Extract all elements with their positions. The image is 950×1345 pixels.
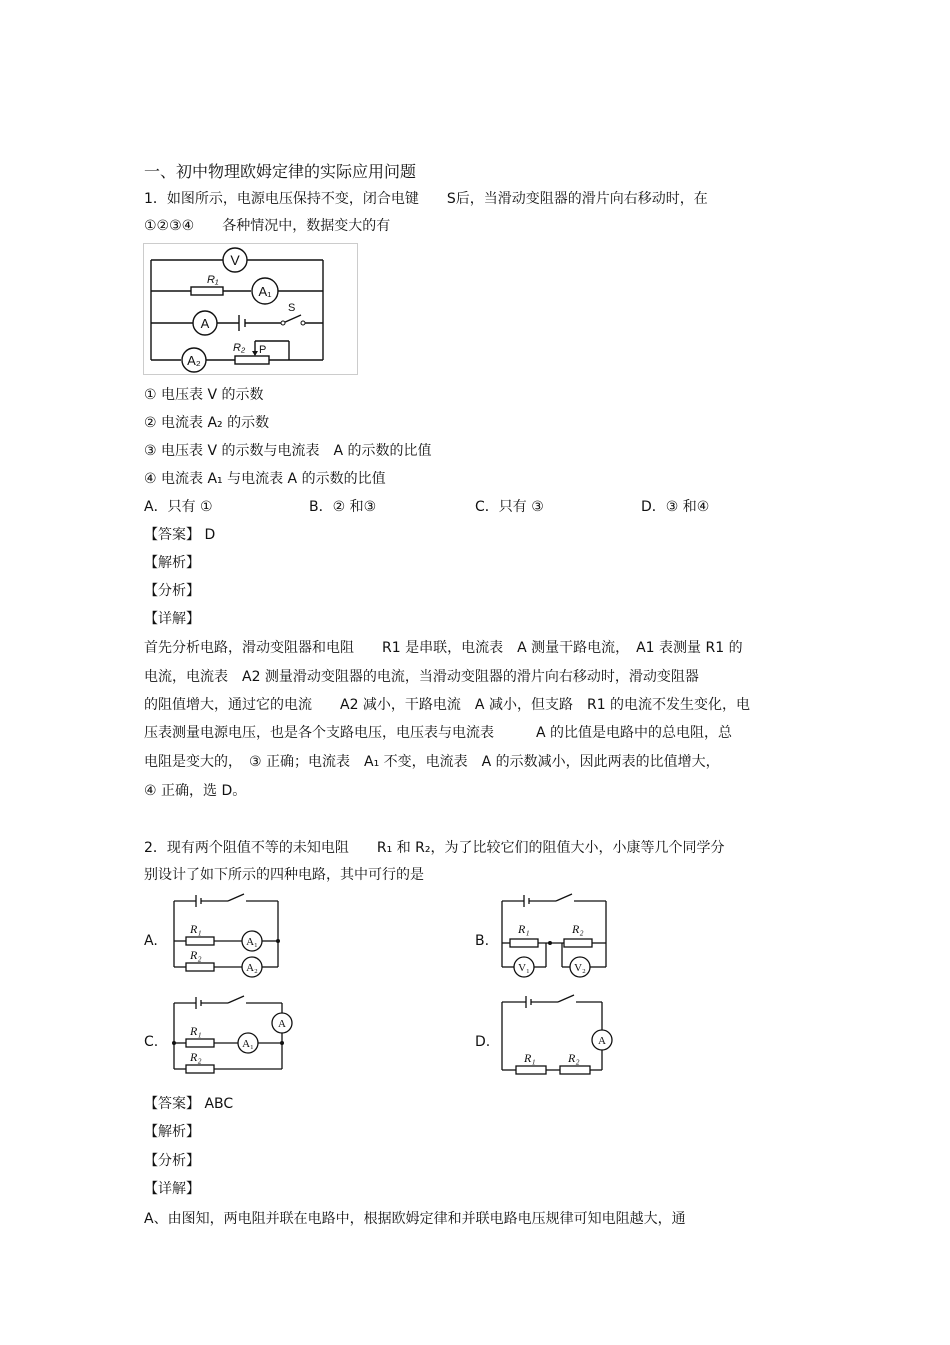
q1-explanation-line: ④ 正确，选 D。 [144,783,247,799]
q1-item-3: ③ 电压表 V 的示数与电流表 A 的示数的比值 [144,443,432,459]
q2d-a-label: A [598,1035,606,1047]
q2-figure-a [170,891,286,983]
q2-stem-line2: 别设计了如下所示的四种电路，其中可行的是 [144,867,424,883]
q2-stem-line1: 2．现有两个阻值不等的未知电阻 R₁ 和 R₂，为了比较它们的阻值大小，小康等几个同学分 [144,840,725,856]
q2b-v2-label: V₂ [574,962,586,974]
q1-explanation-line: 的阻值增大，通过它的电流 A2 减小，干路电流 A 减小，但支路 R1 的电流不发生变化，电 [144,697,751,713]
q2c-a1-label: A₁ [242,1038,254,1050]
q2b-r1-label: R₁ [518,922,530,936]
q2-analysis-heading: 【解析】 [144,1124,200,1140]
q1-detail-heading: 【详解】 [144,611,200,627]
q2c-a-label: A [278,1018,286,1030]
q2b-r2-label: R₂ [572,922,584,936]
q1-stem-line2: ①②③④ 各种情况中，数据变大的有 [144,218,391,234]
q1-explanation-line: 电流，电流表 A2 测量滑动变阻器的电流，当滑动变阻器的滑片向右移动时，滑动变阻器 [144,669,699,685]
q1-fig-r1-label: R₁ [207,274,219,286]
q2-label-a: A. [144,933,158,949]
q2d-r2-label: R₂ [568,1051,580,1065]
q1-answer: 【答案】 D [144,527,216,543]
q2-label-c: C. [144,1034,159,1050]
q2a-a2-label: A₂ [246,962,258,974]
q1-option-b: B．② 和③ [309,499,377,515]
q1-explanation-line: 首先分析电路，滑动变阻器和电阻 R1 是串联，电流表 A 测量干路电流， A1 表测量 R1 的 [144,640,743,656]
q2a-a1-label: A₁ [246,936,258,948]
q1-option-d: D．③ 和④ [641,499,710,515]
q2-explanation-line: A、由图知，两电阻并联在电路中，根据欧姆定律和并联电路电压规律可知电阻越大，通 [144,1211,686,1227]
q2c-r1-label: R₁ [190,1024,202,1038]
q1-fig-r2-label: R₂ [233,342,246,354]
q1-option-c: C．只有 ③ [475,499,544,515]
q2-figure-d [498,990,616,1084]
q1-fenxi-heading: 【分析】 [144,583,200,599]
q1-explanation-line: 电阻是变大的， ③ 正确；电流表 A₁ 不变，电流表 A 的示数减小，因此两表的比值增大， [144,754,720,770]
q2-figure-c [170,993,296,1081]
q2-detail-heading: 【详解】 [144,1181,200,1197]
section-title: 一、初中物理欧姆定律的实际应用问题 [144,162,417,181]
q2b-v1-label: V₁ [518,962,530,974]
q2a-r1-label: R₁ [190,922,202,936]
q1-option-a: A．只有 ① [144,499,213,515]
q1-item-1: ① 电压表 V 的示数 [144,387,264,403]
q1-item-4: ④ 电流表 A₁ 与电流表 A 的示数的比值 [144,471,386,487]
q1-fig-a2-label: A₂ [187,353,201,368]
q1-stem-line1: 1．如图所示，电源电压保持不变，闭合电键 S后，当滑动变阻器的滑片向右移动时，在 [144,191,708,207]
q2-fenxi-heading: 【分析】 [144,1153,200,1169]
q2-figure-b [498,891,614,983]
q1-explanation-line: 压表测量电源电压，也是各个支路电压，电压表与电流表 A 的比值是电路中的总电阻，总 [144,725,733,741]
q2d-r1-label: R₁ [524,1051,536,1065]
q2-answer: 【答案】 ABC [144,1096,234,1112]
q1-fig-a-label: A [200,316,210,331]
q2a-r2-label: R₂ [190,948,202,962]
q1-item-2: ② 电流表 A₂ 的示数 [144,415,270,431]
q1-circuit-figure [143,243,358,375]
q2-label-d: D. [475,1034,491,1050]
q1-fig-a1-label: A₁ [258,284,272,299]
q2-label-b: B. [475,933,490,949]
q2c-r2-label: R₂ [190,1050,202,1064]
q1-fig-p-label: P [259,344,267,356]
q1-fig-s-label: S [288,302,296,314]
q1-fig-v-label: V [230,252,240,268]
q1-analysis-heading: 【解析】 [144,555,200,571]
